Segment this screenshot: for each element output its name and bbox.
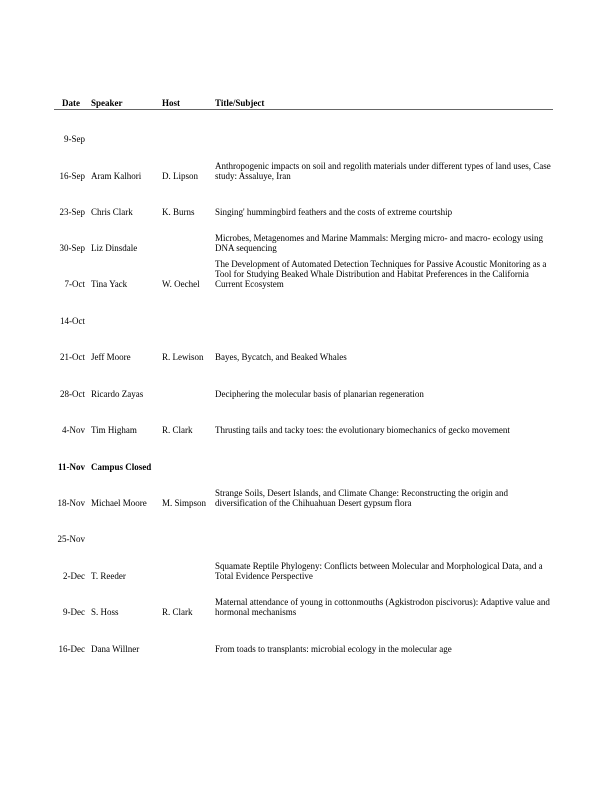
host-cell: W. Oechel xyxy=(162,279,200,289)
date-cell: 9-Sep xyxy=(64,134,85,144)
title-cell: The Development of Automated Detection Techniques for Passive Acoustic Monitoring as a Tool for Studying Beaked Whale Distribution and Habitat Preferences in the California Current Ecosystem xyxy=(215,259,547,289)
speaker-cell: Aram Kalhori xyxy=(91,171,142,181)
title-cell: From toads to transplants: microbial ecology in the molecular age xyxy=(215,644,452,654)
host-cell: M. Simpson xyxy=(162,498,207,508)
title-cell: Squamate Reptile Phylogeny: Conflicts between Molecular and Morphological Data, and a Total Evidence Perspective xyxy=(215,561,543,581)
date-cell: 9-Dec xyxy=(63,607,85,617)
title-cell: Bayes, Bycatch, and Beaked Whales xyxy=(215,352,347,362)
date-column-header: Date xyxy=(62,98,80,108)
table-header xyxy=(54,96,553,110)
speaker-cell: Michael Moore xyxy=(91,498,147,508)
speaker-cell: Dana Willner xyxy=(91,644,140,654)
date-cell: 2-Dec xyxy=(63,571,85,581)
title-cell: Anthropogenic impacts on soil and regolith materials under different types of land uses, Case study: Assaluye, Iran xyxy=(215,161,551,181)
date-cell: 18-Nov xyxy=(57,498,85,508)
speaker-cell: Chris Clark xyxy=(91,207,133,217)
date-cell: 23-Sep xyxy=(59,207,85,217)
title-cell: Singing' hummingbird feathers and the costs of extreme courtship xyxy=(215,207,453,217)
speaker-cell: Tina Yack xyxy=(91,279,128,289)
host-cell: R. Lewison xyxy=(162,352,204,362)
host-cell: K. Burns xyxy=(162,207,195,217)
speaker-cell: Jeff Moore xyxy=(91,352,131,362)
speaker-column-header: Speaker xyxy=(91,98,123,108)
date-cell: 4-Nov xyxy=(62,425,85,435)
host-cell: R. Clark xyxy=(162,607,193,617)
date-cell: 30-Sep xyxy=(59,243,85,253)
title-cell: Thrusting tails and tacky toes: the evolutionary biomechanics of gecko movement xyxy=(215,425,510,435)
speaker-cell: S. Hoss xyxy=(91,607,119,617)
speaker-cell: Campus Closed xyxy=(91,462,152,472)
title-cell: Maternal attendance of young in cottonmouths (Agkistrodon piscivorus): Adaptive value and hormonal mechanisms xyxy=(215,597,550,617)
title-cell: Strange Soils, Desert Islands, and Climate Change: Reconstructing the origin and diversification of the Chihuahuan Desert gypsum flora xyxy=(215,488,508,508)
speaker-cell: T. Reeder xyxy=(91,571,126,581)
date-cell: 16-Sep xyxy=(59,171,85,181)
date-cell: 14-Oct xyxy=(60,316,85,326)
speaker-cell: Liz Dinsdale xyxy=(91,243,138,253)
date-cell: 7-Oct xyxy=(64,279,85,289)
host-column-header: Host xyxy=(162,98,180,108)
date-cell: 11-Nov xyxy=(58,462,85,472)
title-cell: Microbes, Metagenomes and Marine Mammals: Merging micro- and macro- ecology using DNA sequencing xyxy=(215,233,543,253)
date-cell: 21-Oct xyxy=(60,352,85,362)
date-cell: 25-Nov xyxy=(57,534,85,544)
speaker-cell: Ricardo Zayas xyxy=(91,389,144,399)
date-cell: 16-Dec xyxy=(58,644,85,654)
host-cell: D. Lipson xyxy=(162,171,198,181)
title-column-header: Title/Subject xyxy=(215,98,265,108)
date-cell: 28-Oct xyxy=(60,389,85,399)
host-cell: R. Clark xyxy=(162,425,193,435)
title-cell: Deciphering the molecular basis of planarian regeneration xyxy=(215,389,424,399)
speaker-cell: Tim Higham xyxy=(91,425,137,435)
